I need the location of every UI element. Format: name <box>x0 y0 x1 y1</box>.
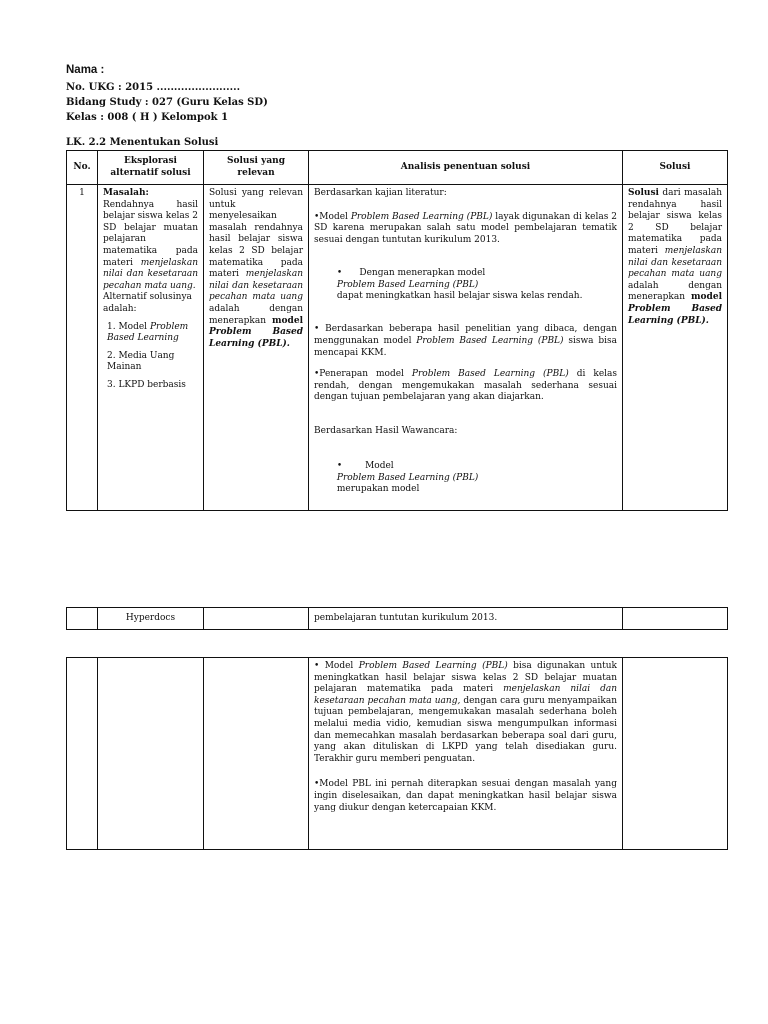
analisis-cell <box>309 185 623 511</box>
solusi-cell <box>623 658 728 850</box>
continuation-table-1 <box>66 607 728 630</box>
continuation-table-2 <box>66 657 728 850</box>
bullet-6-post: dengan cara guru menyampaikan tujuan pembelajaran, mengemukakan masalah sederhana boleh melalui media vidio, kemudian siswa mengumpulkan informasi dan memecahkan masalah berdasarkan beberapa soal dari guru, yang akan dituliskan di LKPD yang telah disediakan guru. Terakhir guru memberi penguatan. <box>314 695 617 764</box>
ukg-number: No. UKG : 2015 ........................ <box>66 82 241 93</box>
alt1-italic: Problem Based Learning <box>107 321 189 344</box>
bullet-6-italic: Problem Based Learning (PBL) <box>358 661 508 671</box>
analisis-bullet-2 <box>314 256 617 314</box>
relevan-text: Solusi yang relevan untuk menyelesaikan masalah rendahnya hasil belajar siswa kelas 2 SD belajar matematika pada materi <box>209 188 303 280</box>
bullet-3-italic: Problem Based Learning (PBL) <box>416 335 564 346</box>
masalah-body: Rendahnya hasil belajar siswa kelas 2 SD belajar muatan pelajaran matematika pada materi <box>103 199 198 268</box>
bullet-4-post: di kelas rendah, dengan mengemukakan masalah sederhana sesuai dengan tujuan pembelajaran yang akan diajarkan. <box>314 369 618 403</box>
lk-title: LK. 2.2 Menentukan Solusi <box>66 137 219 148</box>
analisis-bullet-7: •Model PBL ini pernah diterapkan sesuai dengan masalah yang ingin diselesaikan, dan dapat meningkatkan hasil belajar siswa yang diukur dengan ketercapaian KKM. <box>314 779 617 813</box>
solusi-relevan-cell <box>204 608 309 630</box>
eksplorasi-cell: Hyperdocs <box>98 608 204 630</box>
alternatif-label: Alternatif solusinya adalah: <box>103 292 192 314</box>
bullet-4-pre: •Penerapan model <box>314 369 404 380</box>
bullet-6-pre: • Model <box>314 661 354 671</box>
solusi-bold-italic: Problem Based Learning (PBL). <box>628 303 722 326</box>
table-row <box>67 185 728 511</box>
kelas-info: Kelas : 008 ( H ) Kelompok 1 <box>66 112 229 123</box>
solusi-italic: menjelaskan nilai dan kesetaraan pecahan mata uang <box>628 245 722 280</box>
alt1-number: 1. Model <box>107 321 148 332</box>
bullet-6-italic-2: menjelaskan nilai dan kesetaraan pecahan mata uang, <box>314 684 617 706</box>
relevan-bold: model <box>272 315 303 326</box>
masalah-label: Masalah: <box>103 188 149 198</box>
bullet-5-italic: Problem Based Learning (PBL) <box>336 472 479 483</box>
row-number: 1 <box>67 185 98 511</box>
masalah-text <box>103 200 198 293</box>
analisis-bullet-5 <box>314 450 617 508</box>
analisis-intro: Berdasarkan kajian literatur: <box>314 188 447 198</box>
bullet-5-post: merupakan model <box>336 484 420 495</box>
col-header-solusi-relevan: Solusi yang relevan <box>204 151 309 185</box>
bullet-2-italic: Problem Based Learning (PBL) <box>336 279 479 290</box>
nama-label: Nama : <box>66 64 105 76</box>
solution-table <box>66 150 728 511</box>
alternatif-item-1 <box>107 322 198 345</box>
bullet-6-mid: bisa digunakan untuk meningkatkan hasil belajar siswa kelas 2 SD belajar muatan pelajaran matematika pada materi <box>314 661 617 695</box>
col-header-solusi: Solusi <box>623 151 728 185</box>
relevan-text-2: adalah dengan menerapkan <box>209 303 303 326</box>
masalah-italic: menjelaskan nilai dan kesetaraan pecahan mata uang. <box>103 257 198 291</box>
solusi-bold-2: model <box>691 292 722 303</box>
relevan-italic: menjelaskan nilai dan kesetaraan pecahan mata uang <box>209 269 303 303</box>
bullet-3-post: siswa bisa mencapai KKM. <box>314 335 617 358</box>
bullet-2-post: dapat meningkatkan hasil belajar siswa kelas rendah. <box>336 291 583 302</box>
bullet-1-pre: •Model <box>314 211 348 222</box>
col-header-eksplorasi: Eksplorasi alternatif solusi <box>98 151 204 185</box>
solusi-relevan-cell <box>204 185 309 511</box>
solusi-cell <box>623 185 728 511</box>
analisis-bullet-6 <box>314 661 617 765</box>
col-header-no: No. <box>67 151 98 185</box>
bullet-2-pre: • Dengan menerapkan model <box>336 267 486 278</box>
bullet-3-pre: • Berdasarkan beberapa hasil penelitian yang dibaca, dengan menggunakan model <box>314 324 617 346</box>
alternatif-item-3: 3. LKPD berbasis <box>107 379 186 390</box>
col-header-analisis: Analisis penentuan solusi <box>309 151 623 185</box>
bullet-5-pre: • Model <box>336 461 394 472</box>
solusi-text: dari masalah rendahnya hasil belajar siswa kelas 2 SD belajar matematika pada materi <box>628 188 722 256</box>
analisis-cell <box>309 658 623 850</box>
analisis-bullet-4 <box>314 369 617 404</box>
solusi-cell <box>623 608 728 630</box>
bullet-1-post: layak digunakan di kelas 2 SD karena merupakan salah satu model pembelajaran tematik sesuai dengan tuntutan kurikulum 2013. <box>314 211 617 245</box>
eksplorasi-cell <box>98 185 204 511</box>
analisis-bullet-1 <box>314 212 617 247</box>
table-row <box>67 658 728 850</box>
relevan-bold-italic: Problem Based Learning (PBL). <box>209 327 303 349</box>
alternatif-item-2: 2. Media Uang Mainan <box>107 350 175 373</box>
table-row <box>67 608 728 630</box>
solusi-relevan-cell <box>204 658 309 850</box>
bullet-1-italic: Problem Based Learning (PBL) <box>350 211 493 222</box>
bidang-study: Bidang Study : 027 (Guru Kelas SD) <box>66 97 268 108</box>
solusi-text-2: adalah dengan menerapkan <box>628 280 722 303</box>
table-header-row <box>67 151 728 185</box>
eksplorasi-cell <box>98 658 204 850</box>
solusi-bold: Solusi <box>628 188 659 198</box>
analisis-bullet-3 <box>314 324 617 359</box>
row-number <box>67 608 98 630</box>
analisis-cell: pembelajaran tuntutan kurikulum 2013. <box>309 608 623 630</box>
row-number <box>67 658 98 850</box>
bullet-4-italic: Problem Based Learning (PBL) <box>411 369 569 380</box>
document-header <box>66 64 268 125</box>
wawancara-label: Berdasarkan Hasil Wawancara: <box>314 425 458 436</box>
